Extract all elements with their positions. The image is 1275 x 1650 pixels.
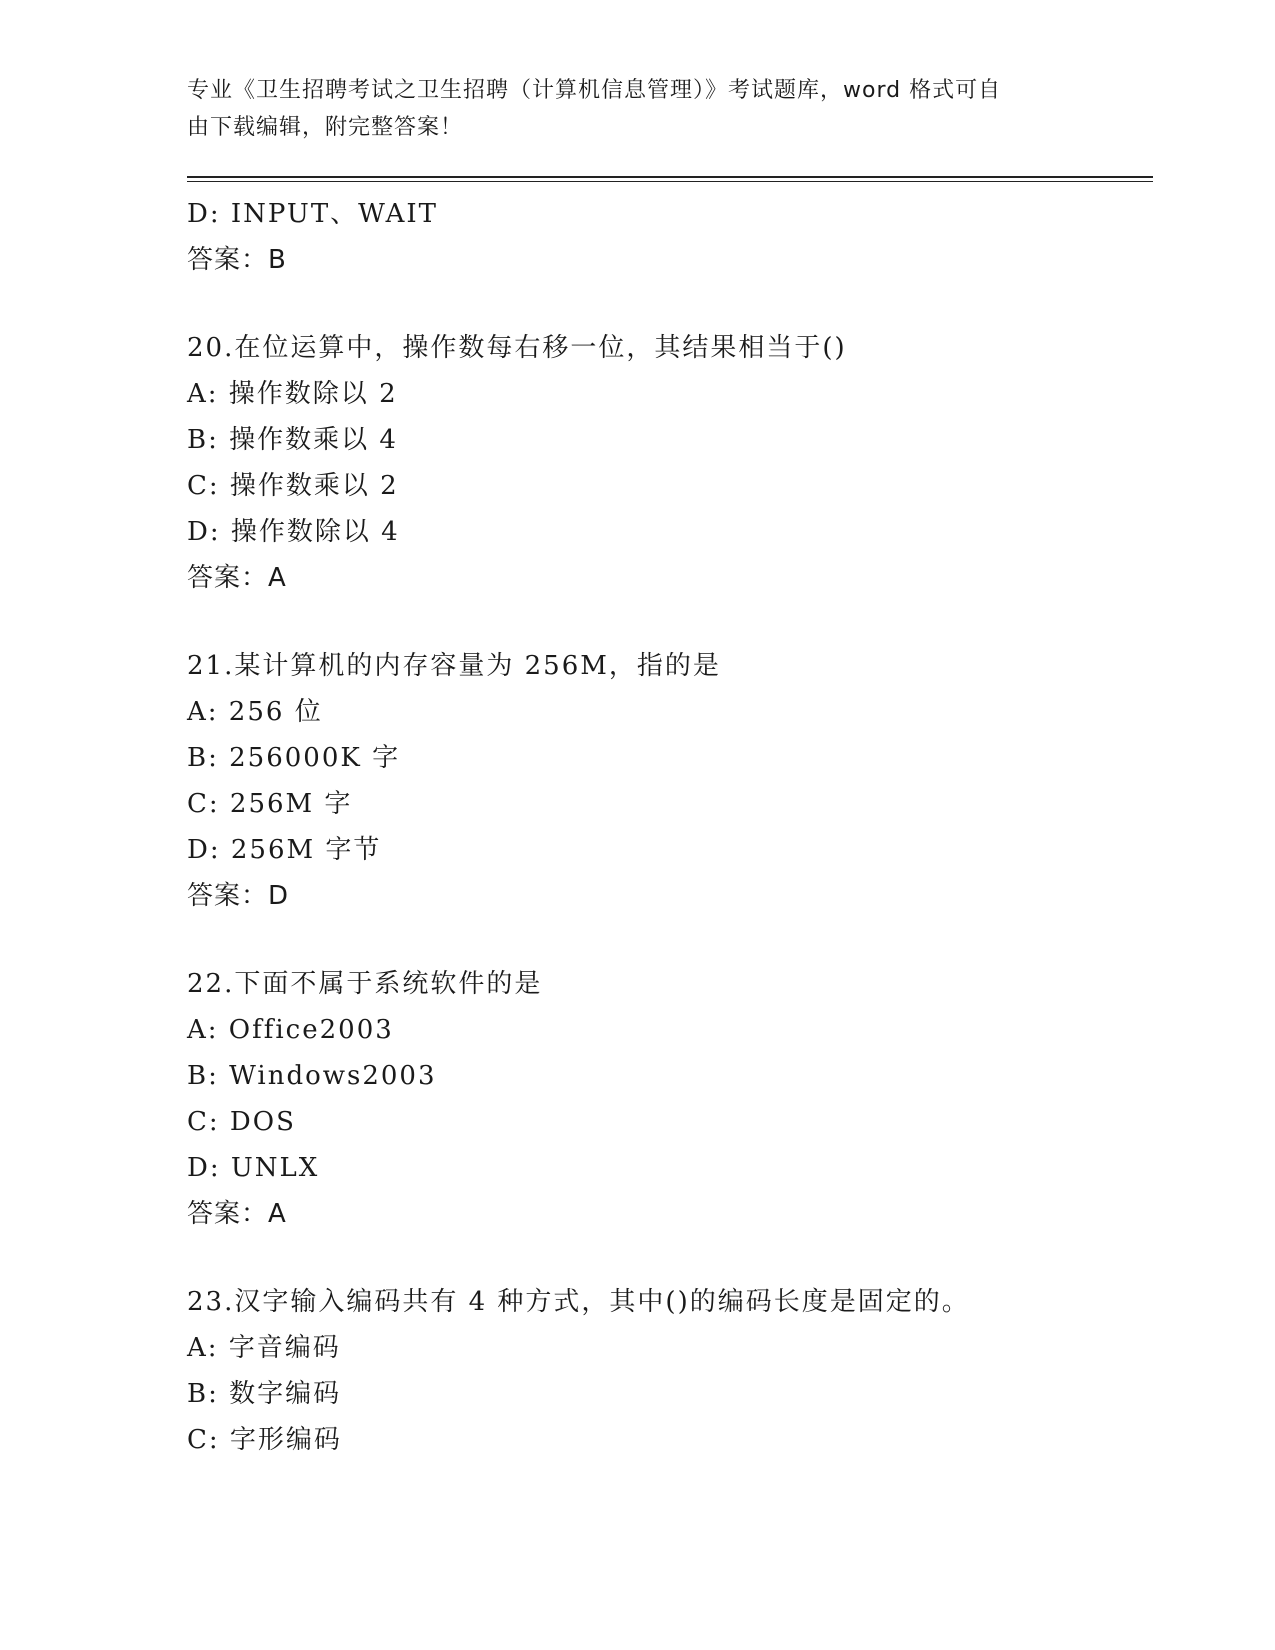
option-c: C: 操作数乘以 2 (187, 471, 399, 501)
option-d: D: INPUT、WAIT (187, 199, 438, 229)
question-text: 20.在位运算中，操作数每右移一位，其结果相当于() (187, 333, 847, 363)
option-c: C: 字形编码 (187, 1425, 342, 1455)
question-block-21 (187, 643, 1147, 919)
answer-line: 答案：B (187, 245, 287, 275)
option-c: C: 256M 字 (187, 789, 353, 819)
option-c: C: DOS (187, 1107, 296, 1137)
option-d: D: UNLX (187, 1153, 320, 1183)
option-b: B: 数字编码 (187, 1379, 342, 1409)
option-a: A: Office2003 (187, 1015, 394, 1045)
question-list (187, 191, 1147, 1463)
option-b: B: Windows2003 (187, 1061, 437, 1091)
question-text: 21.某计算机的内存容量为 256M，指的是 (187, 651, 721, 681)
header-divider-thin (187, 181, 1153, 182)
option-d: D: 256M 字节 (187, 835, 382, 865)
question-block-23 (187, 1279, 1147, 1463)
option-a: A: 操作数除以 2 (187, 379, 398, 409)
option-b: B: 256000K 字 (187, 743, 401, 773)
document-header (187, 72, 1067, 146)
option-a: A: 256 位 (187, 697, 323, 727)
spacer (187, 283, 1147, 325)
answer-line: 答案：D (187, 881, 290, 911)
option-b: B: 操作数乘以 4 (187, 425, 398, 455)
spacer (187, 919, 1147, 961)
header-line-2: 由下载编辑，附完整答案！ (187, 115, 464, 140)
answer-line: 答案：A (187, 1199, 287, 1229)
spacer (187, 1237, 1147, 1279)
header-line-1: 专业《卫生招聘考试之卫生招聘（计算机信息管理）》考试题库，word 格式可自 (187, 78, 1002, 103)
question-block-19 (187, 191, 1147, 283)
spacer (187, 601, 1147, 643)
question-text: 23.汉字输入编码共有 4 种方式，其中()的编码长度是固定的。 (187, 1287, 970, 1317)
question-block-22 (187, 961, 1147, 1237)
option-d: D: 操作数除以 4 (187, 517, 400, 547)
question-text: 22.下面不属于系统软件的是 (187, 969, 543, 999)
header-divider-thick (187, 176, 1153, 178)
question-block-20 (187, 325, 1147, 601)
option-a: A: 字音编码 (187, 1333, 341, 1363)
answer-line: 答案：A (187, 563, 287, 593)
